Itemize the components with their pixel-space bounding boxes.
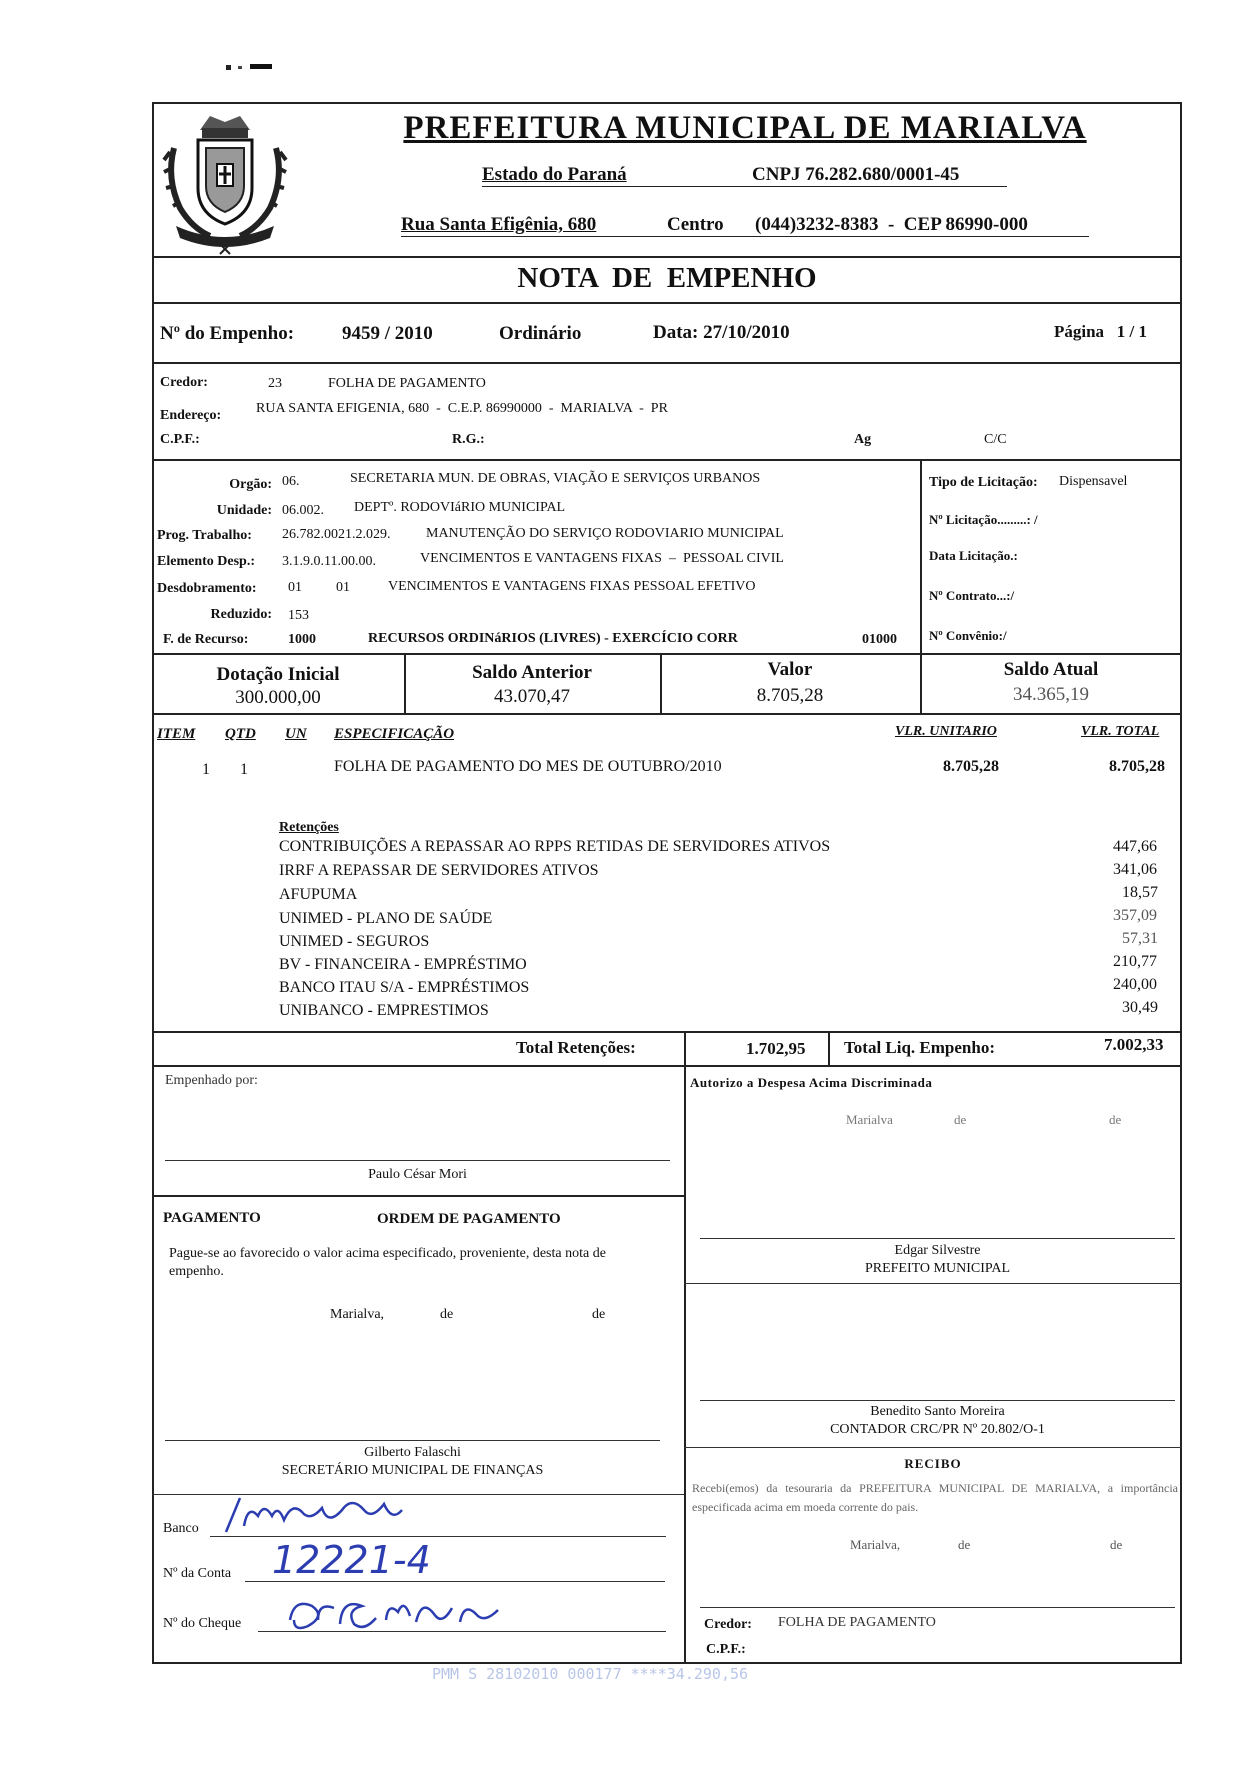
district: Centro [667,214,724,235]
total-retencoes-label: Total Retenções: [516,1038,636,1057]
retencao-value: 18,57 [1122,884,1158,901]
unidade-name: DEPTº. RODOVIáRIO MUNICIPAL [354,500,566,515]
retencao-desc: BV - FINANCEIRA - EMPRÉSTIMO [279,956,527,973]
recurso-label: F. de Recurso: [163,632,249,647]
orgao-label: Orgão: [229,477,272,492]
cc-label: C/C [984,432,1007,447]
saldo-anterior: 43.070,47 [494,686,570,707]
secretario-role: SECRETÁRIO MUNICIPAL DE FINANÇAS [281,1463,544,1478]
retencoes-title: Retenções [279,820,339,835]
retencao-value: 357,09 [1113,907,1157,924]
valor: 8.705,28 [756,685,824,706]
reduzido-label: Reduzido: [210,607,272,622]
prefeito-signature-line [700,1238,1175,1239]
num-contrato: Nº Contrato...:/ [929,588,1015,603]
retencao-desc: BANCO ITAU S/A - EMPRÉSTIMOS [279,979,530,996]
desdob-name: VENCIMENTOS E VANTAGENS FIXAS PESSOAL EFETIVO [388,579,756,594]
secretario-signature-line [165,1440,660,1441]
recurso-name: RECURSOS ORDINáRIOS (LIVRES) - EXERCÍCIO CORR [368,631,738,646]
retencao-desc: UNIMED - PLANO DE SAÚDE [279,910,493,927]
elemento-code: 3.1.9.0.11.00.00. [282,554,376,569]
unidade-label: Unidade: [216,503,272,518]
recibo-place: Marialva, [850,1537,901,1552]
col-un: UN [285,726,307,742]
secretario-name: Gilberto Falaschi [364,1445,461,1460]
col-qtd: QTD [225,726,256,742]
empenho-number: 9459 / 2010 [342,323,433,344]
empenho-date: Data: 27/10/2010 [653,322,790,343]
cheque-label: Nº do Cheque [163,1616,242,1631]
num-licitacao: Nº Licitação.........: / [929,512,1038,527]
address-underline [401,236,1089,237]
total-liq: 7.002,33 [1104,1035,1164,1054]
empenhado-label: Empenhado por: [165,1073,258,1088]
conta-handwriting: 12221-4 [272,1538,431,1582]
retencao-value: 30,49 [1122,999,1158,1016]
retencao-value: 210,77 [1113,953,1157,970]
prog-label: Prog. Trabalho: [157,528,252,543]
col-spec: ESPECIFICAÇÃO [334,726,455,742]
saldo-anterior-label: Saldo Anterior [472,662,592,683]
prefeito-name: Edgar Silvestre [894,1243,981,1258]
retencao-value: 341,06 [1113,861,1157,878]
tipo-licitacao: Dispensavel [1059,474,1128,489]
credor-label: Credor: [160,375,208,390]
state-label: Estado do Paraná [482,164,627,185]
empenho-label: Nº do Empenho: [160,323,295,344]
retencao-value: 57,31 [1122,930,1158,947]
retencao-desc: UNIBANCO - EMPRESTIMOS [279,1002,489,1019]
recibo-title: RECIBO [904,1456,962,1471]
credor-address: RUA SANTA EFIGENIA, 680 - C.E.P. 86990000 - MARIALVA - PR [256,401,668,416]
desdob-code2: 01 [336,580,350,595]
coat-of-arms-logo [160,108,290,258]
data-licitacao: Data Licitação.: [929,548,1018,563]
total-retencoes: 1.702,95 [746,1039,806,1058]
empenhado-signature-line [165,1160,670,1161]
credor-code: 23 [268,376,282,391]
cnpj: CNPJ 76.282.680/0001-45 [752,164,960,185]
item-unit-value: 8.705,28 [943,758,999,775]
prog-code: 26.782.0021.2.029. [282,527,391,542]
doc-title: NOTA DE EMPENHO [517,262,817,294]
autorizo-place: Marialva [846,1112,893,1127]
ag-label: Ag [854,432,872,447]
retencao-value: 240,00 [1113,976,1157,993]
saldo-atual: 34.365,19 [1013,684,1089,705]
recibo-cpf-label: C.P.F.: [706,1642,746,1657]
recibo-de2: de [1110,1537,1123,1552]
desdob-code1: 01 [288,580,302,595]
credor-name: FOLHA DE PAGAMENTO [328,376,486,391]
retencao-desc: AFUPUMA [279,886,358,903]
recibo-credor: FOLHA DE PAGAMENTO [778,1615,936,1630]
autorizo-de2: de [1109,1112,1122,1127]
scan-mark [226,58,274,66]
retencao-desc: UNIMED - SEGUROS [279,933,430,950]
col-vlr-total: VLR. TOTAL [1081,724,1160,739]
reduzido: 153 [288,608,309,623]
tipo-licitacao-label: Tipo de Licitação: [929,475,1038,490]
address-label: Endereço: [160,408,222,423]
num-convenio: Nº Convênio:/ [929,628,1007,643]
address: Rua Santa Efigênia, 680 [401,214,597,235]
recurso-code2: 01000 [862,632,897,647]
autorizo-label: Autorizo a Despesa Acima Discriminada [690,1075,933,1090]
contador-name: Benedito Santo Moreira [870,1404,1005,1419]
autorizo-de1: de [954,1112,967,1127]
authentication-stamp: PMM S 28102010 000177 ****34.290,56 [431,1665,749,1683]
phone-cep: (044)3232-8383 - CEP 86990-000 [755,214,1028,235]
pagamento-place: Marialva, [330,1307,385,1322]
empenho-type: Ordinário [499,323,582,344]
contador-signature-line [700,1400,1175,1401]
unidade-code: 06.002. [282,503,324,518]
contador-role: CONTADOR CRC/PR Nº 20.802/O-1 [830,1422,1045,1437]
recibo-text: Recebi(emos) da tesouraria da PREFEITURA MUNICIPAL DE MARIALVA, a importância especificada acima em moeda corrente do pais. [692,1481,1178,1514]
desdob-label: Desdobramento: [157,581,257,596]
recibo-signature-line [700,1607,1175,1608]
conta-label: Nº da Conta [163,1566,232,1581]
elemento-label: Elemento Desp.: [157,554,255,569]
elemento-name: VENCIMENTOS E VANTAGENS FIXAS – PESSOAL CIVIL [420,551,784,566]
pagamento-label: PAGAMENTO [163,1210,261,1226]
orgao-name: SECRETARIA MUN. DE OBRAS, VIAÇÃO E SERVIÇOS URBANOS [350,471,761,486]
cheque-handwriting [282,1590,522,1642]
recurso-code: 1000 [288,632,316,647]
pagamento-de1: de [440,1307,454,1322]
retencao-desc: CONTRIBUIÇÕES A REPASSAR AO RPPS RETIDAS DE SERVIDORES ATIVOS [279,838,831,855]
col-vlr-unit: VLR. UNITARIO [895,724,997,739]
saldo-atual-label: Saldo Atual [1003,659,1099,680]
valor-label: Valor [767,659,813,680]
item-qtd: 1 [240,761,248,778]
banco-label: Banco [163,1521,199,1536]
dotacao-inicial: 300.000,00 [235,687,321,708]
orgao-code: 06. [282,474,300,489]
pagamento-de2: de [592,1307,606,1322]
item-spec: FOLHA DE PAGAMENTO DO MES DE OUTUBRO/2010 [334,758,722,775]
dotacao-inicial-label: Dotação Inicial [216,664,340,685]
prefeito-role: PREFEITO MUNICIPAL [864,1261,1011,1276]
pagamento-text: Pague-se ao favorecido o valor acima especificado, proveniente, desta nota de empenho. [169,1246,606,1279]
prefeitura-title: PREFEITURA MUNICIPAL DE MARIALVA [403,110,1087,146]
cpf-label: C.P.F.: [160,432,200,447]
prog-name: MANUTENÇÃO DO SERVIÇO RODOVIARIO MUNICIPAL [426,526,784,541]
recibo-de1: de [958,1537,971,1552]
retencao-desc: IRRF A REPASSAR DE SERVIDORES ATIVOS [279,862,599,879]
item-total-value: 8.705,28 [1109,758,1165,775]
page-number: Página 1 / 1 [1054,322,1148,341]
state-underline [482,186,1007,187]
total-liq-label: Total Liq. Empenho: [844,1038,995,1057]
ordem-pagamento-label: ORDEM DE PAGAMENTO [377,1211,561,1227]
recibo-credor-label: Credor: [704,1617,752,1632]
col-item: ITEM [157,726,196,742]
item-number: 1 [202,761,210,778]
retencao-value: 447,66 [1113,838,1157,855]
empenhado-name: Paulo César Mori [368,1167,467,1182]
rg-label: R.G.: [452,432,485,447]
